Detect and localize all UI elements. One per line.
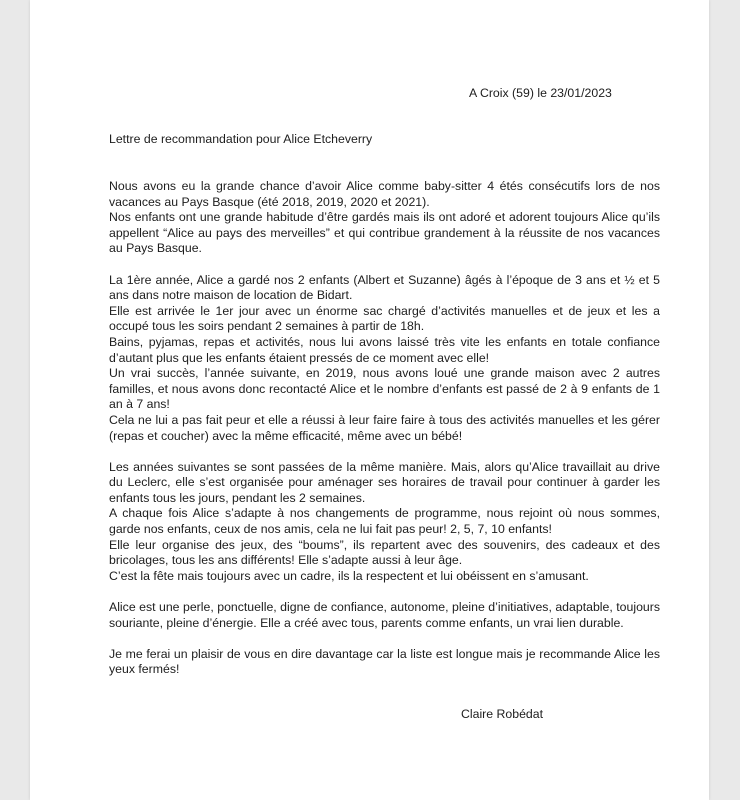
paragraph-qualities: Alice est une perle, ponctuelle, digne de confiance, autonome, pleine d’initiatives, adaptable, toujours souriante, pleine d’énergie. Elle a créé avec tous, parents comme enfants, un vrai lien durable. bbox=[109, 600, 660, 630]
letter-body bbox=[109, 179, 660, 678]
paragraph-adapts: A chaque fois Alice s’adapte à nos changements de programme, nous rejoint où nous sommes, garde nos enfants, ceux de nos amis, cela ne lui fait pas peur! 2, 5, 7, 10 enfants! bbox=[109, 506, 660, 537]
paragraph-2019: Un vrai succès, l’année suivante, en 2019, nous avons loué une grande maison avec 2 autres familles, et nous avons donc recontacté Alice et le nombre d’enfants est passé de 2 à 9 enfants de 1 an à 7 ans! bbox=[109, 366, 660, 412]
signature-name: Claire Robédat bbox=[461, 707, 544, 721]
paragraph-first-year: La 1ère année, Alice a gardé nos 2 enfants (Albert et Suzanne) âgés à l’époque de 3 ans et ½ et 5 ans dans notre maison de location de Bidart. bbox=[109, 272, 660, 303]
paragraph-following-years: Les années suivantes se sont passées de la même manière. Mais, alors qu’Alice travaillait au drive du Leclerc, elle s’est organisée pour aménager ses horaires de travail pour continuer à garder les enfants tous les jours, pendant les 2 semaines. bbox=[109, 459, 660, 505]
paragraph-games: Elle leur organise des jeux, des “boums”, ils repartent avec des souvenirs, des cadeaux et des bricolages, tous les ans différents! Elle s’adapte aussi à leur âge. bbox=[109, 537, 660, 568]
paragraph-children-love-alice: Nos enfants ont une grande habitude d’être gardés mais ils ont adoré et adorent toujours Alice qu’ils appellent “Alice au pays des merveilles” et qui contribue grandement à la réussite de nos vacances au Pays Basque. bbox=[109, 210, 660, 256]
paragraph-first-day: Elle est arrivée le 1er jour avec un énorme sac chargé d’activités manuelles et de jeux et les a occupé tous les soirs pendant 2 semaines à partir de 18h. bbox=[109, 303, 660, 334]
paragraph-intro: Nous avons eu la grande chance d’avoir Alice comme baby-sitter 4 étés consécutifs lors de nos vacances au Pays Basque (été 2018, 2019, 2020 et 2021). bbox=[109, 179, 660, 209]
letter-subject: Lettre de recommandation pour Alice Etcheverry bbox=[109, 132, 373, 146]
paragraph-trust: Bains, pyjamas, repas et activités, nous lui avons laissé très vite les enfants en totale confiance d’autant plus que les enfants étaient pressés de ce moment avec elle! bbox=[109, 334, 660, 365]
paragraph-party: C’est la fête mais toujours avec un cadre, ils la respectent et lui obéissent en s’amusant. bbox=[109, 568, 589, 583]
letter-page bbox=[30, 0, 709, 800]
paragraph-closing: Je me ferai un plaisir de vous en dire davantage car la liste est longue mais je recommande Alice les yeux fermés! bbox=[109, 646, 660, 677]
place-and-date: A Croix (59) le 23/01/2023 bbox=[469, 86, 612, 100]
paragraph-no-fear: Cela ne lui a pas fait peur et elle a réussi à leur faire faire à tous des activités manuelles et les gérer (repas et coucher) avec la même efficacité, même avec un bébé! bbox=[109, 412, 660, 443]
